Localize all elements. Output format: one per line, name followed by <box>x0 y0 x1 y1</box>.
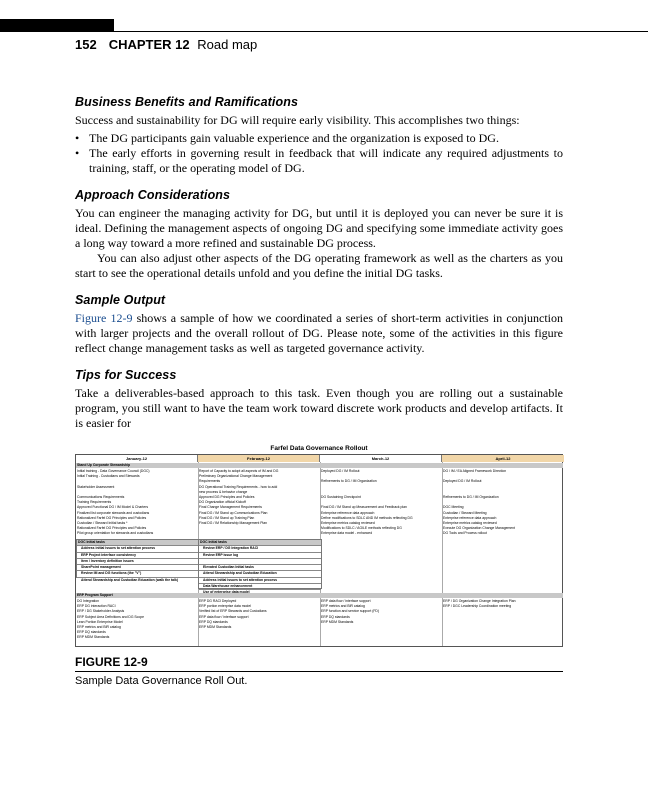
figure-title: Farfel Data Governance Rollout <box>270 445 368 452</box>
figure-cell-text: Enterprise metrics catalog reviewed <box>443 520 497 525</box>
running-header <box>75 37 257 52</box>
col-erp-march <box>321 599 441 625</box>
figure-cell-text: Address initial issues to set attention process <box>77 545 199 551</box>
figure-cell-text: Attend Stewardship and Custodian Education (walk the talk) <box>77 577 199 583</box>
figure-cell-text: Rationalized Farfel DG Principles and Policies <box>77 526 147 531</box>
figure-cell-text: ERP / DGC Leadership Coordination meeting <box>443 604 512 609</box>
figure-cell-text: Requirements <box>199 479 221 484</box>
figure-cell-text: ERP MDM Standards <box>77 635 110 640</box>
month-header: February-12 <box>198 455 320 462</box>
figure-cell-text: Enterprise reference data approach <box>443 515 497 520</box>
paragraph <box>75 311 563 356</box>
task-box-title: DGC Initial tasks <box>199 540 321 545</box>
figure-cell-text: Final DG / IM Stand up Measurement and Feedback plan <box>321 505 407 510</box>
header-rule <box>0 31 648 32</box>
figure-cell-text: Elevated Custodian Initial tasks <box>199 564 321 570</box>
figure-cell-text: new process & behavior change <box>199 489 248 494</box>
month-header: March-12 <box>320 455 442 462</box>
figure-cell-text: ERP data flow / interface support <box>321 599 371 603</box>
figure-cell-text: ERP metrics and BIR catalog <box>77 624 121 629</box>
figure-cell-text: ERP data flow / interface support <box>199 614 249 619</box>
figure-cell-text: DG Operational Training Requirements - how to add <box>199 484 278 489</box>
col-january <box>77 469 197 536</box>
figure-cell-text: Preliminary Organizational Change Management <box>199 474 273 479</box>
section-approach <box>75 188 563 281</box>
section-heading: Tips for Success <box>75 368 177 382</box>
paragraph: You can also adjust other aspects of the DG operating framework as well as the charters as you start to see the operational details unfold and you define the initial DG tasks. <box>75 251 563 280</box>
figure-cell-text: Review IM and DG functions (the "V") <box>77 570 199 576</box>
figure-cell-text: Final DG / IM Stand up Training Plan <box>199 515 255 520</box>
figure-cell-text: Enterprise data model - enhanced <box>321 531 373 536</box>
paragraph: Success and sustainability for DG will require early visibility. This accomplishes two things: <box>75 113 520 127</box>
section-row: Stand Up Corporate Stewardship <box>76 463 563 468</box>
figure-cell-text: DGC Meeting <box>443 505 464 510</box>
col-erp-january <box>77 599 197 641</box>
figure-grid <box>75 454 563 647</box>
figure-cell-text: ERP DQ standards <box>199 619 228 624</box>
figure-cell-text: Refinements to DG / IM Organization <box>321 479 377 484</box>
figure-cell-text: Initial training - Data Governance Council (DGC) <box>77 469 150 473</box>
figure-cell-text: ERP DQ standards <box>77 630 106 635</box>
col-erp-april <box>443 599 563 609</box>
paragraph: You can engineer the managing activity for DG, but until it is deployed you can never be sure it is ideal. Defining the management aspects of ongoing DG and specifying some immediate activity goes a long way toward a more refined and sustainable DG process. <box>75 206 563 250</box>
figure-label: FIGURE 12-9 <box>75 655 148 669</box>
section-benefits <box>75 95 563 176</box>
figure-cell-text: DG Integration <box>77 599 100 603</box>
figure-cell-text: Stakeholder Assessment <box>77 484 115 489</box>
figure-cell-text: Initial Training - Custodians and Stewards <box>77 474 140 479</box>
month-header: January-12 <box>76 455 198 462</box>
figure-cell-text: ERP DG interaction RACI <box>77 604 116 609</box>
paragraph-text: shows a sample of how we coordinated a series of short-term activities in conjunction with larger projects and the overall rollout of DG. Please note, some of the activities in this figure reflect change management tasks as well as targeted governance activity. <box>75 311 563 355</box>
col-april <box>443 469 563 536</box>
figure-description: Sample Data Governance Roll Out. <box>75 675 248 687</box>
section-heading: Sample Output <box>75 293 166 307</box>
month-header: April-12 <box>442 455 564 462</box>
caption-rule <box>75 671 563 672</box>
figure-cell-text: Review ERP / DG Integration RACI <box>199 545 321 551</box>
task-box-title: DGC Initial tasks <box>77 540 199 545</box>
figure-cell-text: Deployed DG / IM Rollout <box>321 469 360 473</box>
section-heading: Business Benefits and Ramifications <box>75 95 299 109</box>
chapter-title: Road map <box>197 37 258 52</box>
figure-cell-text: Enterprise metrics catalog reviewed <box>321 520 375 525</box>
figure-cell-text: Verified list of ERP Stewards and Custodians <box>199 609 267 614</box>
body-text <box>75 95 563 443</box>
figure-cell-text: Modifications to SDLC / AGILE methods reflecting DG <box>321 526 402 531</box>
figure-cell-text: DG Tools and Process rollout <box>443 531 487 536</box>
figure-cell-text: Rationalized Farfel DG Principles and Policies <box>77 515 147 520</box>
task-box-items <box>77 545 199 583</box>
figure-cell-text: Address initial issues to set attention process <box>199 577 321 583</box>
figure-cell-text: Enterprise reference data approach <box>321 510 375 515</box>
bullet-list <box>75 131 563 176</box>
figure-cell-text: DG Sustaining Checkpoint <box>321 494 361 499</box>
bullet-item: • The DG participants gain valuable experience and the organization is exposed to DG. <box>75 131 563 146</box>
task-box <box>76 539 200 582</box>
figure-cell-text: Review ERP issue log <box>199 552 321 558</box>
figure-link[interactable]: Figure 12-9 <box>75 311 133 325</box>
figure-cell-text: Item / Inventory definition issues <box>77 558 199 564</box>
figure-cell-text: Final DG / IM Relationship Management Plan <box>199 520 268 525</box>
paragraph: Take a deliverables-based approach to this task. Even though you are rolling out a sustainable program, you still want to have the team work toward discrete work products and develop artifacts. It is easier for <box>75 386 563 430</box>
figure-cell-text: DG Organization official Kickoff <box>199 500 246 505</box>
figure-rollout-chart <box>75 445 563 647</box>
col-march <box>321 469 441 536</box>
figure-cell-text: Custodian / Steward Initial tasks * <box>77 520 128 525</box>
figure-cell-text: Training Requirements <box>77 500 112 505</box>
bullet-item: • The early efforts in governing result in feedback that will indicate any required adjustments to training, staff, or the operating model of DG. <box>75 146 563 176</box>
section-sample-output <box>75 293 563 356</box>
section-heading: Approach Considerations <box>75 188 231 202</box>
task-box-items <box>199 545 321 595</box>
section-tips <box>75 368 563 431</box>
figure-cell-text: Final DG / IM Stand up Communications Plan <box>199 510 268 515</box>
figure-cell-text: ERP function and service support (FD) <box>321 609 379 614</box>
col-february <box>199 469 319 526</box>
task-box <box>198 539 322 589</box>
figure-cell-text: ERP DG RACI Deployed <box>199 599 237 603</box>
figure-cell-text: Finalized list corporate stewards and custodians <box>77 510 150 515</box>
figure-cell-text: ERP portion enterprise data model <box>199 604 251 609</box>
figure-cell-text: ERP / DG Stakeholder Analysis <box>77 609 125 614</box>
figure-cell-text: Approved DG Principles and Policies <box>199 494 255 499</box>
figure-cell-text: Execute DG Organization Change Management <box>443 526 515 531</box>
figure-cell-text: ERP Subject Area Definitions and DG Scope <box>77 614 145 619</box>
figure-cell-text: Data Warehouse enhancement <box>199 583 321 589</box>
figure-cell-text: ERP metrics and BIR catalog <box>321 604 365 609</box>
figure-cell-text: ERP DQ standards <box>321 614 350 619</box>
figure-cell-text: Refinements to DG / IM Organization <box>443 494 499 499</box>
figure-cell-text: ERP / DG Organization Change Integration Plan <box>443 599 516 603</box>
figure-cell-text: Report of Capacity to adopt all aspects of IM and DG <box>199 469 279 473</box>
figure-cell-text: DG / IM / EA Aligned Framework Direction <box>443 469 507 473</box>
figure-cell-text: Attend Stewardship and Custodian Education <box>199 570 321 576</box>
figure-cell-text: ERP MDM Standards <box>321 619 354 624</box>
figure-cell-text: SharePoint management <box>77 564 199 570</box>
figure-cell-text: Define modifications to SDLC AND IM methods reflecting DG <box>321 515 413 520</box>
chapter-label: CHAPTER 12 <box>108 37 190 52</box>
col-erp-february <box>199 599 319 630</box>
section-row: ERP Program Support <box>76 593 563 598</box>
figure-cell-text: ERP MDM Standards <box>199 624 232 629</box>
figure-cell-text: Lean Portion Enterprise Model <box>77 619 123 624</box>
figure-cell-text: Communications Requirements <box>77 494 125 499</box>
figure-cell-text: Pilot group orientation for stewards and custodians <box>77 531 154 536</box>
figure-cell-text: Approved Functional DG / IM Model & Charters <box>77 505 149 510</box>
figure-cell-text: Final Change Management Requirements <box>199 505 262 510</box>
page-number: 152 <box>75 37 97 52</box>
figure-cell-text: Deployed DG / IM Rollout <box>443 479 482 484</box>
figure-cell-text: ERP Project interface consistency <box>77 552 199 558</box>
figure-cell-text: Custodian / Steward Meeting <box>443 510 487 515</box>
